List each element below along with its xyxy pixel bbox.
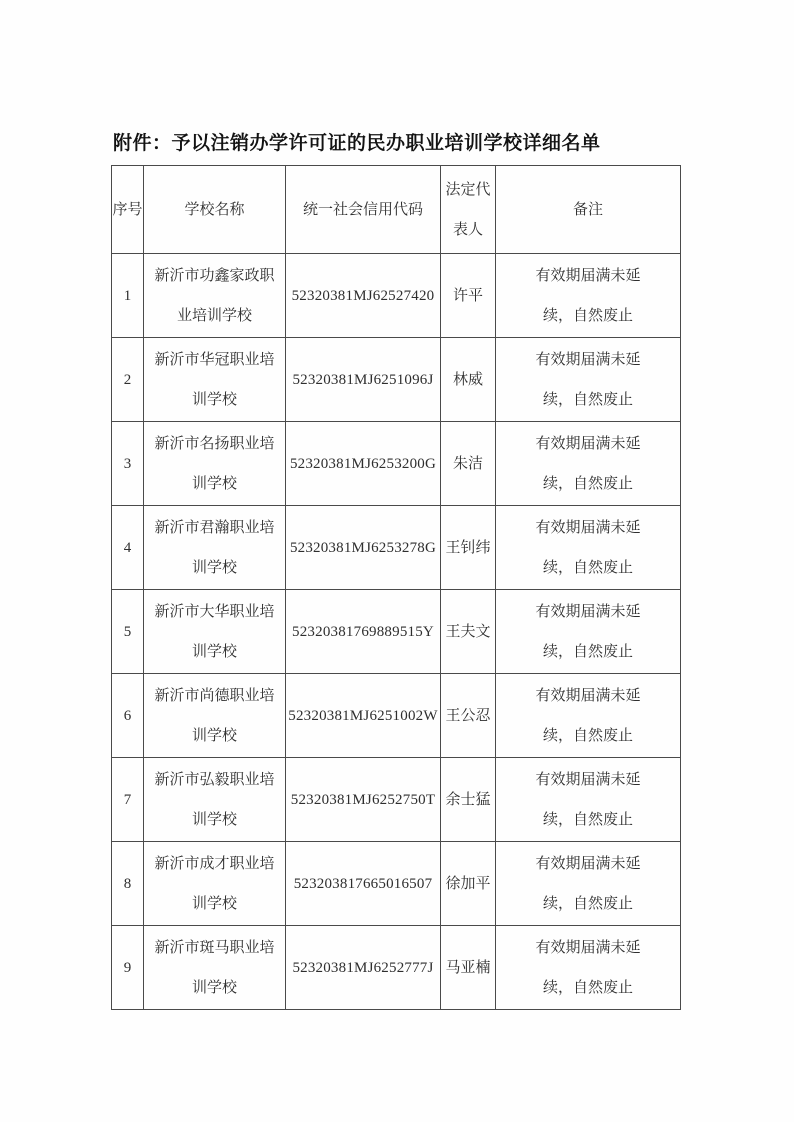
- seq-cell: 7: [112, 758, 144, 842]
- remark-cell: [496, 506, 681, 590]
- remark-cell: [496, 590, 681, 674]
- header-code: [286, 166, 441, 254]
- rep-cell: 林威: [441, 338, 496, 422]
- remark-text: 有效期届满未延续，自然废止: [535, 939, 641, 996]
- school-name: 新沂市功鑫家政职业培训学校: [154, 267, 275, 324]
- rep-cell: 王公忍: [441, 674, 496, 758]
- header-rep: [441, 166, 496, 254]
- code-cell: 52320381MJ6253200G: [286, 422, 441, 506]
- code-cell: 52320381MJ62527420: [286, 254, 441, 338]
- school-cell: [144, 674, 286, 758]
- remark-text: 有效期届满未延续，自然废止: [535, 603, 641, 660]
- remark-text: 有效期届满未延续，自然废止: [535, 435, 641, 492]
- remark-text: 有效期届满未延续，自然废止: [535, 687, 641, 744]
- header-remark-label: 备注: [572, 201, 603, 218]
- remark-cell: [496, 842, 681, 926]
- seq-cell: 1: [112, 254, 144, 338]
- seq-cell: 9: [112, 926, 144, 1010]
- seq-cell: 6: [112, 674, 144, 758]
- rep-cell: 余士猛: [441, 758, 496, 842]
- school-cell: [144, 842, 286, 926]
- remark-text: 有效期届满未延续，自然废止: [535, 351, 641, 408]
- header-school-label: 学校名称: [184, 201, 245, 218]
- table-row: [112, 758, 681, 842]
- rep-cell: 王钊纬: [441, 506, 496, 590]
- school-name: 新沂市成才职业培训学校: [154, 855, 275, 912]
- table-row: [112, 254, 681, 338]
- remark-cell: [496, 926, 681, 1010]
- school-name: 新沂市斑马职业培训学校: [154, 939, 275, 996]
- page-title: 附件：予以注销办学许可证的民办职业培训学校详细名单: [113, 133, 601, 154]
- header-seq-label: 序号: [112, 201, 143, 218]
- school-roster-table: [111, 165, 681, 1010]
- code-cell: 52320381MJ6252750T: [286, 758, 441, 842]
- header-school: [144, 166, 286, 254]
- code-cell: 52320381769889515Y: [286, 590, 441, 674]
- rep-cell: 马亚楠: [441, 926, 496, 1010]
- school-name: 新沂市尚德职业培训学校: [154, 687, 275, 744]
- table-row: [112, 422, 681, 506]
- table-row: [112, 674, 681, 758]
- remark-cell: [496, 254, 681, 338]
- school-cell: [144, 590, 286, 674]
- remark-cell: [496, 758, 681, 842]
- remark-cell: [496, 338, 681, 422]
- rep-cell: 王夫文: [441, 590, 496, 674]
- table-row: [112, 590, 681, 674]
- school-name: 新沂市华冠职业培训学校: [154, 351, 275, 408]
- code-cell: 52320381MJ6253278G: [286, 506, 441, 590]
- seq-cell: 2: [112, 338, 144, 422]
- school-cell: [144, 338, 286, 422]
- table-row: [112, 506, 681, 590]
- school-name: 新沂市君瀚职业培训学校: [154, 519, 275, 576]
- school-name: 新沂市弘毅职业培训学校: [154, 771, 275, 828]
- remark-cell: [496, 674, 681, 758]
- table-row: [112, 338, 681, 422]
- school-cell: [144, 254, 286, 338]
- table-row: [112, 842, 681, 926]
- school-cell: [144, 758, 286, 842]
- header-seq: [112, 166, 144, 254]
- code-cell: 52320381MJ6252777J: [286, 926, 441, 1010]
- seq-cell: 4: [112, 506, 144, 590]
- school-name: 新沂市名扬职业培训学校: [154, 435, 275, 492]
- rep-cell: 许平: [441, 254, 496, 338]
- code-cell: 52320381MJ6251002W: [286, 674, 441, 758]
- rep-cell: 朱洁: [441, 422, 496, 506]
- school-cell: [144, 926, 286, 1010]
- code-cell: 52320381MJ6251096J: [286, 338, 441, 422]
- school-cell: [144, 422, 286, 506]
- rep-cell: 徐加平: [441, 842, 496, 926]
- table-header-row: [112, 166, 681, 254]
- remark-text: 有效期届满未延续，自然废止: [535, 855, 641, 912]
- remark-text: 有效期届满未延续，自然废止: [535, 267, 641, 324]
- code-cell: 523203817665016507: [286, 842, 441, 926]
- remark-text: 有效期届满未延续，自然废止: [535, 519, 641, 576]
- school-cell: [144, 506, 286, 590]
- remark-text: 有效期届满未延续，自然废止: [535, 771, 641, 828]
- seq-cell: 3: [112, 422, 144, 506]
- seq-cell: 5: [112, 590, 144, 674]
- header-code-label: 统一社会信用代码: [302, 201, 423, 218]
- table-row: [112, 926, 681, 1010]
- seq-cell: 8: [112, 842, 144, 926]
- remark-cell: [496, 422, 681, 506]
- school-name: 新沂市大华职业培训学校: [154, 603, 275, 660]
- header-remark: [496, 166, 681, 254]
- header-rep-label: 法定代表人: [445, 181, 491, 238]
